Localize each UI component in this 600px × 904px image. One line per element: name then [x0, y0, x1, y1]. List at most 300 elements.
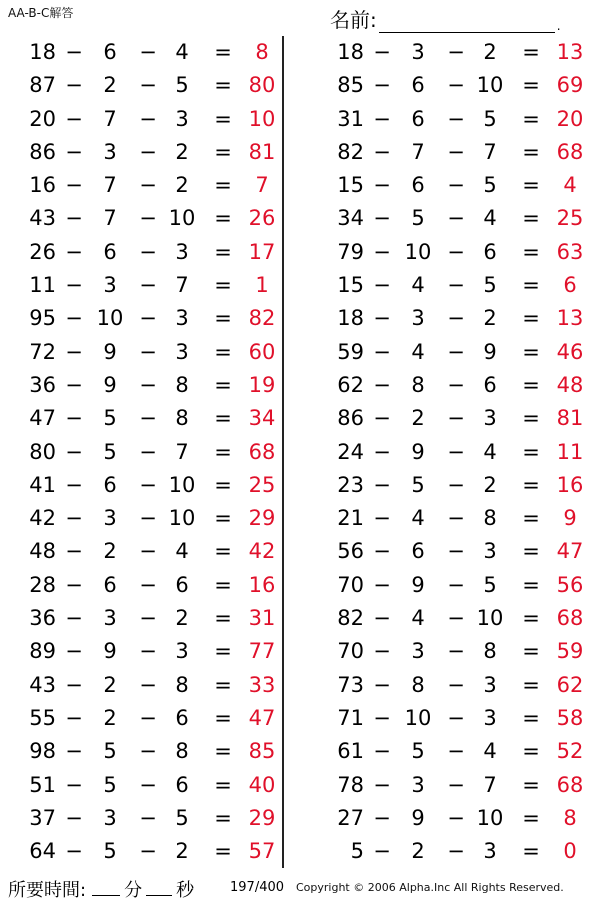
- problem-row: [308, 569, 600, 602]
- minus-sign: −: [139, 539, 157, 564]
- subtrahend-2: 2: [175, 139, 189, 164]
- seconds-blank[interactable]: [146, 877, 172, 896]
- minus-sign: −: [447, 472, 465, 497]
- subtrahend-2: 5: [175, 73, 189, 98]
- equals-sign: =: [214, 506, 232, 531]
- right-problem-column: [308, 36, 600, 868]
- subtrahend-2: 9: [483, 339, 497, 364]
- minus-sign: −: [65, 839, 83, 864]
- minus-sign: −: [373, 572, 391, 597]
- minus-sign: −: [65, 506, 83, 531]
- minus-sign: −: [139, 472, 157, 497]
- subtrahend-2: 4: [483, 206, 497, 231]
- subtrahend-1: 10: [96, 306, 124, 331]
- minus-sign: −: [65, 472, 83, 497]
- problem-row: [308, 336, 600, 369]
- problem-row: [308, 535, 600, 568]
- subtrahend-1: 3: [103, 606, 117, 631]
- answer: 57: [248, 839, 276, 864]
- subtrahend-2: 3: [175, 306, 189, 331]
- minuend: 11: [29, 273, 56, 298]
- subtrahend-1: 9: [411, 572, 425, 597]
- problem-row: [0, 202, 282, 235]
- subtrahend-1: 2: [103, 539, 117, 564]
- answer: 20: [556, 106, 584, 131]
- minus-sign: −: [373, 705, 391, 730]
- subtrahend-1: 5: [103, 772, 117, 797]
- problem-row: [0, 236, 282, 269]
- answer: 8: [563, 805, 577, 830]
- minus-sign: −: [447, 672, 465, 697]
- minus-sign: −: [447, 273, 465, 298]
- subtrahend-1: 3: [103, 139, 117, 164]
- subtrahend-1: 6: [411, 173, 425, 198]
- answer: 60: [248, 339, 276, 364]
- subtrahend-2: 3: [175, 639, 189, 664]
- minus-sign: −: [373, 406, 391, 431]
- answer: 42: [248, 539, 276, 564]
- answer: 59: [556, 639, 584, 664]
- subtrahend-1: 3: [411, 306, 425, 331]
- minutes-unit: 分: [124, 880, 143, 901]
- minus-sign: −: [373, 273, 391, 298]
- equals-sign: =: [522, 40, 540, 64]
- subtrahend-1: 4: [411, 273, 425, 298]
- equals-sign: =: [522, 139, 540, 164]
- minus-sign: −: [139, 73, 157, 98]
- minus-sign: −: [447, 40, 465, 64]
- equals-sign: =: [522, 306, 540, 331]
- subtrahend-2: 2: [483, 472, 497, 497]
- answer: 9: [563, 506, 577, 531]
- minus-sign: −: [373, 206, 391, 231]
- problem-row: [308, 769, 600, 802]
- subtrahend-2: 5: [483, 106, 497, 131]
- minuend: 15: [337, 273, 364, 298]
- minuend: 31: [337, 106, 364, 131]
- equals-sign: =: [522, 206, 540, 231]
- minus-sign: −: [139, 572, 157, 597]
- sheet-title: AA-B-C解答: [8, 6, 74, 20]
- minus-sign: −: [447, 539, 465, 564]
- equals-sign: =: [214, 206, 232, 231]
- problem-row: [0, 302, 282, 335]
- minus-sign: −: [65, 40, 83, 64]
- minus-sign: −: [373, 73, 391, 98]
- minus-sign: −: [373, 339, 391, 364]
- problem-row: [308, 236, 600, 269]
- subtrahend-1: 9: [103, 639, 117, 664]
- problem-row: [308, 69, 600, 102]
- subtrahend-2: 6: [175, 572, 189, 597]
- subtrahend-2: 5: [483, 273, 497, 298]
- minus-sign: −: [65, 805, 83, 830]
- problem-row: [308, 136, 600, 169]
- equals-sign: =: [522, 73, 540, 98]
- answer: 8: [255, 40, 269, 64]
- equals-sign: =: [214, 439, 232, 464]
- minus-sign: −: [447, 173, 465, 198]
- minus-sign: −: [139, 339, 157, 364]
- subtrahend-1: 3: [103, 805, 117, 830]
- equals-sign: =: [522, 772, 540, 797]
- subtrahend-1: 7: [103, 173, 117, 198]
- answer: 31: [248, 606, 276, 631]
- minuend: 71: [337, 705, 364, 730]
- minuend: 5: [350, 839, 364, 864]
- problem-row: [0, 502, 282, 535]
- subtrahend-1: 8: [411, 372, 425, 397]
- minus-sign: −: [373, 639, 391, 664]
- subtrahend-1: 8: [411, 672, 425, 697]
- answer: 17: [248, 239, 276, 264]
- minus-sign: −: [373, 472, 391, 497]
- subtrahend-1: 2: [411, 406, 425, 431]
- answer: 68: [556, 606, 584, 631]
- subtrahend-2: 3: [175, 106, 189, 131]
- problem-row: [0, 469, 282, 502]
- minuend: 18: [29, 40, 56, 64]
- minuend: 28: [29, 572, 56, 597]
- minus-sign: −: [447, 106, 465, 131]
- minuend: 18: [337, 40, 364, 64]
- answer: 33: [248, 672, 276, 697]
- subtrahend-1: 6: [411, 539, 425, 564]
- time-label: 所要時間:: [8, 880, 87, 901]
- subtrahend-1: 2: [411, 839, 425, 864]
- equals-sign: =: [214, 306, 232, 331]
- equals-sign: =: [214, 372, 232, 397]
- subtrahend-2: 3: [175, 339, 189, 364]
- answer: 7: [255, 173, 269, 198]
- minuend: 20: [29, 106, 56, 131]
- problem-row: [0, 569, 282, 602]
- answer: 13: [556, 306, 584, 331]
- subtrahend-2: 8: [175, 672, 189, 697]
- problem-row: [308, 669, 600, 702]
- answer: 58: [556, 705, 584, 730]
- minus-sign: −: [373, 739, 391, 764]
- subtrahend-1: 6: [103, 472, 117, 497]
- answer: 68: [556, 139, 584, 164]
- problem-row: [0, 402, 282, 435]
- subtrahend-2: 4: [175, 40, 189, 64]
- minus-sign: −: [65, 406, 83, 431]
- problem-row: [308, 502, 600, 535]
- answer: 25: [248, 472, 276, 497]
- subtrahend-2: 7: [175, 273, 189, 298]
- minus-sign: −: [65, 73, 83, 98]
- minus-sign: −: [65, 539, 83, 564]
- minus-sign: −: [373, 40, 391, 64]
- answer: 56: [556, 572, 584, 597]
- problem-row: [0, 669, 282, 702]
- minus-sign: −: [65, 206, 83, 231]
- subtrahend-1: 7: [103, 106, 117, 131]
- minuend: 89: [29, 639, 56, 664]
- subtrahend-2: 10: [476, 606, 504, 631]
- minus-sign: −: [139, 306, 157, 331]
- minus-sign: −: [139, 173, 157, 198]
- minus-sign: −: [139, 106, 157, 131]
- answer: 16: [556, 472, 584, 497]
- equals-sign: =: [522, 672, 540, 697]
- minus-sign: −: [139, 273, 157, 298]
- equals-sign: =: [214, 572, 232, 597]
- answer: 19: [248, 372, 276, 397]
- problem-row: [0, 635, 282, 668]
- equals-sign: =: [522, 739, 540, 764]
- subtrahend-1: 10: [404, 239, 432, 264]
- minus-sign: −: [65, 672, 83, 697]
- subtrahend-2: 7: [175, 439, 189, 464]
- subtrahend-2: 3: [483, 839, 497, 864]
- subtrahend-2: 2: [483, 306, 497, 331]
- minuend: 56: [337, 539, 364, 564]
- answer: 6: [563, 273, 577, 298]
- name-input-line[interactable]: [379, 12, 555, 33]
- minus-sign: −: [373, 239, 391, 264]
- problem-row: [308, 269, 600, 302]
- equals-sign: =: [522, 106, 540, 131]
- subtrahend-1: 6: [411, 106, 425, 131]
- minus-sign: −: [373, 306, 391, 331]
- minus-sign: −: [447, 772, 465, 797]
- answer: 69: [556, 73, 584, 98]
- problem-row: [0, 602, 282, 635]
- equals-sign: =: [214, 606, 232, 631]
- subtrahend-2: 2: [483, 40, 497, 64]
- minus-sign: −: [139, 805, 157, 830]
- minus-sign: −: [65, 273, 83, 298]
- minus-sign: −: [447, 572, 465, 597]
- subtrahend-2: 10: [168, 472, 196, 497]
- subtrahend-1: 4: [411, 606, 425, 631]
- subtrahend-2: 10: [476, 805, 504, 830]
- minuend: 85: [337, 73, 364, 98]
- subtrahend-1: 9: [411, 805, 425, 830]
- minus-sign: −: [373, 606, 391, 631]
- equals-sign: =: [214, 106, 232, 131]
- minuend: 62: [337, 372, 364, 397]
- minus-sign: −: [373, 372, 391, 397]
- answer: 47: [556, 539, 584, 564]
- subtrahend-1: 6: [411, 73, 425, 98]
- minuend: 24: [337, 439, 364, 464]
- minus-sign: −: [65, 639, 83, 664]
- subtrahend-2: 7: [483, 139, 497, 164]
- minuend: 51: [29, 772, 56, 797]
- problem-row: [0, 702, 282, 735]
- subtrahend-1: 10: [404, 705, 432, 730]
- name-area: [330, 4, 561, 33]
- equals-sign: =: [214, 772, 232, 797]
- problem-row: [308, 469, 600, 502]
- subtrahend-2: 6: [483, 372, 497, 397]
- equals-sign: =: [214, 40, 232, 64]
- subtrahend-2: 8: [175, 406, 189, 431]
- answer: 46: [556, 339, 584, 364]
- minuend: 82: [337, 139, 364, 164]
- subtrahend-2: 2: [175, 173, 189, 198]
- minutes-blank[interactable]: [92, 877, 120, 896]
- minuend: 73: [337, 672, 364, 697]
- minuend: 18: [337, 306, 364, 331]
- minus-sign: −: [373, 539, 391, 564]
- answer: 26: [248, 206, 276, 231]
- problem-row: [0, 136, 282, 169]
- minus-sign: −: [139, 239, 157, 264]
- subtrahend-1: 3: [103, 506, 117, 531]
- problem-row: [308, 802, 600, 835]
- minus-sign: −: [65, 572, 83, 597]
- minus-sign: −: [65, 772, 83, 797]
- problem-row: [0, 835, 282, 868]
- minuend: 16: [29, 173, 56, 198]
- answer: 11: [556, 439, 584, 464]
- subtrahend-1: 5: [103, 406, 117, 431]
- minus-sign: −: [139, 506, 157, 531]
- minuend: 21: [337, 506, 364, 531]
- minus-sign: −: [447, 606, 465, 631]
- answer: 68: [556, 772, 584, 797]
- equals-sign: =: [522, 173, 540, 198]
- problem-row: [308, 169, 600, 202]
- subtrahend-2: 3: [175, 239, 189, 264]
- column-divider: [282, 36, 284, 868]
- minus-sign: −: [373, 173, 391, 198]
- answer: 52: [556, 739, 584, 764]
- subtrahend-1: 6: [103, 572, 117, 597]
- subtrahend-1: 2: [103, 672, 117, 697]
- minuend: 95: [29, 306, 56, 331]
- problem-row: [308, 369, 600, 402]
- minuend: 34: [337, 206, 364, 231]
- subtrahend-2: 3: [483, 406, 497, 431]
- equals-sign: =: [522, 639, 540, 664]
- problem-row: [0, 169, 282, 202]
- subtrahend-2: 3: [483, 539, 497, 564]
- problem-row: [0, 336, 282, 369]
- problem-row: [308, 635, 600, 668]
- problem-row: [0, 436, 282, 469]
- minus-sign: −: [139, 606, 157, 631]
- equals-sign: =: [214, 173, 232, 198]
- subtrahend-2: 6: [483, 239, 497, 264]
- problem-row: [308, 835, 600, 868]
- footer: [8, 876, 600, 902]
- equals-sign: =: [214, 639, 232, 664]
- subtrahend-1: 5: [103, 739, 117, 764]
- problem-row: [308, 436, 600, 469]
- minuend: 42: [29, 506, 56, 531]
- equals-sign: =: [214, 739, 232, 764]
- minus-sign: −: [373, 772, 391, 797]
- minus-sign: −: [447, 239, 465, 264]
- subtrahend-2: 6: [175, 772, 189, 797]
- problem-row: [308, 103, 600, 136]
- minuend: 79: [337, 239, 364, 264]
- minuend: 36: [29, 372, 56, 397]
- subtrahend-1: 5: [411, 206, 425, 231]
- minuend: 48: [29, 539, 56, 564]
- problem-row: [0, 369, 282, 402]
- minus-sign: −: [139, 439, 157, 464]
- minus-sign: −: [139, 772, 157, 797]
- answer: 85: [248, 739, 276, 764]
- minuend: 43: [29, 206, 56, 231]
- subtrahend-2: 6: [175, 705, 189, 730]
- minus-sign: −: [139, 839, 157, 864]
- minus-sign: −: [139, 139, 157, 164]
- minus-sign: −: [373, 106, 391, 131]
- minus-sign: −: [65, 439, 83, 464]
- subtrahend-2: 10: [168, 206, 196, 231]
- answer: 16: [248, 572, 276, 597]
- subtrahend-2: 4: [483, 439, 497, 464]
- equals-sign: =: [214, 672, 232, 697]
- minus-sign: −: [65, 106, 83, 131]
- minus-sign: −: [447, 372, 465, 397]
- answer: 68: [248, 439, 276, 464]
- minuend: 47: [29, 406, 56, 431]
- subtrahend-2: 2: [175, 606, 189, 631]
- subtrahend-2: 3: [483, 705, 497, 730]
- minuend: 55: [29, 705, 56, 730]
- equals-sign: =: [522, 572, 540, 597]
- equals-sign: =: [522, 705, 540, 730]
- equals-sign: =: [522, 239, 540, 264]
- answer: 63: [556, 239, 584, 264]
- answer: 77: [248, 639, 276, 664]
- subtrahend-1: 5: [103, 839, 117, 864]
- subtrahend-2: 8: [483, 639, 497, 664]
- subtrahend-2: 2: [175, 839, 189, 864]
- subtrahend-1: 9: [411, 439, 425, 464]
- page-count: 197/400: [230, 880, 285, 895]
- minus-sign: −: [65, 739, 83, 764]
- subtrahend-1: 9: [103, 339, 117, 364]
- minus-sign: −: [373, 805, 391, 830]
- minuend: 36: [29, 606, 56, 631]
- problem-row: [0, 802, 282, 835]
- equals-sign: =: [522, 339, 540, 364]
- minus-sign: −: [373, 672, 391, 697]
- subtrahend-1: 3: [411, 772, 425, 797]
- subtrahend-2: 8: [483, 506, 497, 531]
- seconds-unit: 秒: [176, 880, 195, 901]
- minuend: 72: [29, 339, 56, 364]
- minus-sign: −: [373, 139, 391, 164]
- minus-sign: −: [65, 139, 83, 164]
- minus-sign: −: [139, 639, 157, 664]
- minus-sign: −: [139, 40, 157, 64]
- problem-row: [308, 36, 600, 69]
- minuend: 43: [29, 672, 56, 697]
- minus-sign: −: [447, 306, 465, 331]
- problem-row: [308, 402, 600, 435]
- subtrahend-1: 6: [103, 40, 117, 64]
- minuend: 61: [337, 739, 364, 764]
- minuend: 15: [337, 173, 364, 198]
- minus-sign: −: [139, 406, 157, 431]
- equals-sign: =: [522, 472, 540, 497]
- subtrahend-2: 10: [168, 506, 196, 531]
- equals-sign: =: [522, 372, 540, 397]
- answer: 13: [556, 40, 584, 64]
- minuend: 70: [337, 639, 364, 664]
- minus-sign: −: [373, 506, 391, 531]
